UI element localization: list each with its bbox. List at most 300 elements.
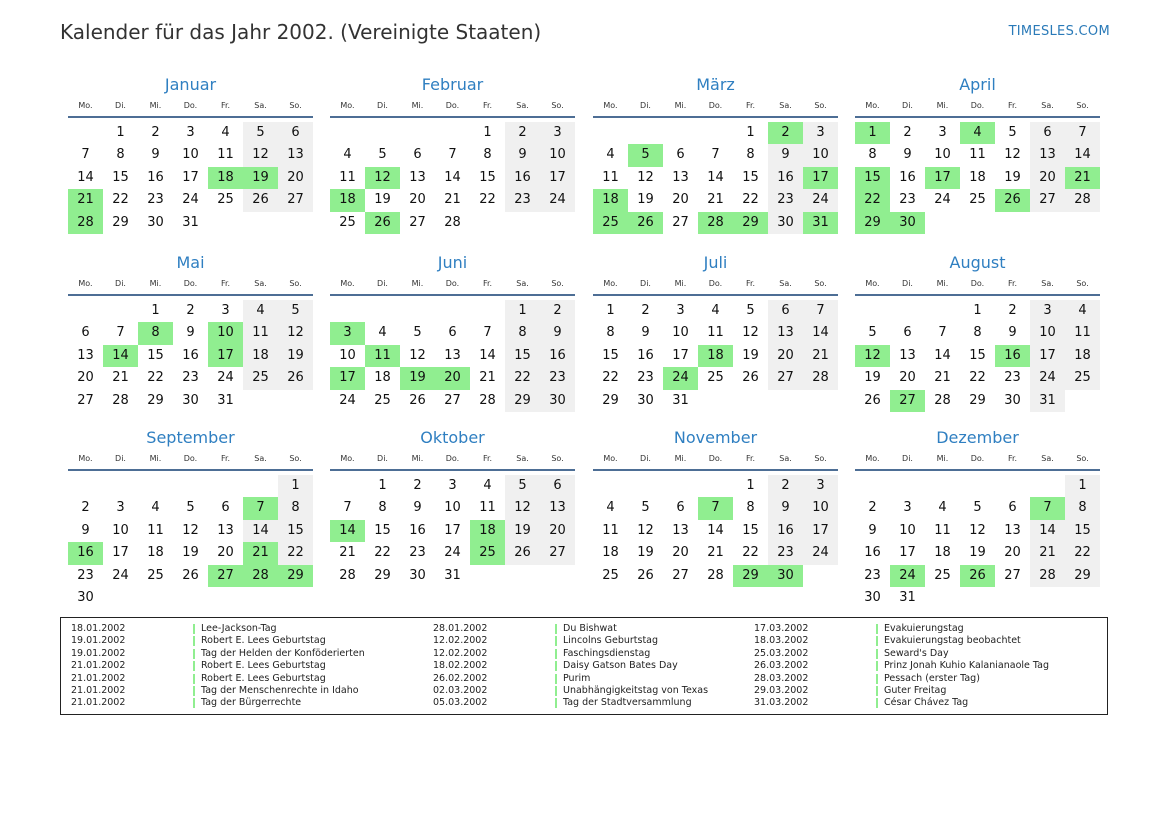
day-cell: 8 — [278, 497, 313, 519]
day-cell: 27 — [1030, 189, 1065, 211]
empty-cell — [138, 475, 173, 497]
empty-cell — [890, 300, 925, 322]
day-cell: 19 — [742, 347, 759, 363]
weekday-label: So. — [814, 279, 827, 288]
day-cell: 30 — [768, 212, 803, 234]
day-cell: 1 — [378, 478, 387, 493]
day-cell: 25 — [217, 192, 234, 208]
weekday-label: Mo. — [78, 454, 93, 463]
holiday-row — [71, 623, 365, 635]
holiday-date: 21.01.2002 — [71, 660, 126, 672]
month-calendar — [855, 252, 1100, 412]
day-cell: 11 — [479, 500, 496, 516]
holiday-date: 21.01.2002 — [71, 684, 126, 696]
holiday-row — [754, 660, 1049, 672]
holiday-marker — [555, 649, 557, 659]
holiday-name: Evakuierungstag beobachtet — [884, 635, 1021, 647]
day-cell: 8 — [378, 500, 387, 516]
day-cell: 15 — [1065, 520, 1100, 542]
weekday-label: Mo. — [78, 101, 93, 110]
day-cell: 4 — [378, 325, 387, 341]
day-cell: 11 — [243, 322, 278, 344]
day-cell: 15 — [278, 520, 313, 542]
holiday-name: Lincolns Geburtstag — [563, 635, 659, 647]
empty-cell — [698, 475, 733, 497]
holiday-name: Seward's Day — [884, 647, 949, 659]
weekday-label: Mi. — [936, 279, 949, 288]
day-cell: 4 — [606, 500, 615, 516]
empty-cell — [330, 300, 365, 322]
holiday-day: 22 — [855, 189, 890, 211]
day-cell: 2 — [768, 475, 803, 497]
day-cell: 23 — [409, 545, 426, 561]
month-calendar — [330, 427, 575, 587]
day-cell: 10 — [803, 497, 838, 519]
holiday-day: 4 — [960, 122, 995, 144]
day-cell: 13 — [444, 347, 461, 363]
day-cell: 11 — [969, 147, 986, 163]
day-cell: 20 — [768, 345, 803, 367]
weekday-header — [330, 452, 575, 471]
weekday-label: Mo. — [340, 101, 355, 110]
holiday-row — [433, 673, 708, 685]
day-cell: 24 — [182, 192, 199, 208]
weekday-header — [855, 452, 1100, 471]
day-cell: 15 — [505, 345, 540, 367]
holiday-day: 12 — [365, 167, 400, 189]
empty-cell — [698, 122, 733, 144]
day-cell: 3 — [803, 475, 838, 497]
holiday-row — [754, 623, 1049, 635]
day-cell: 27 — [444, 392, 461, 408]
day-cell: 22 — [1065, 542, 1100, 564]
holiday-marker — [555, 698, 557, 708]
holiday-day: 29 — [733, 212, 768, 234]
weekday-header — [68, 277, 313, 296]
day-cell: 14 — [479, 347, 496, 363]
day-cell: 31 — [899, 589, 916, 605]
day-cell: 30 — [540, 390, 575, 412]
day-grid — [593, 300, 838, 412]
day-cell: 30 — [77, 589, 94, 605]
weekday-label: Mi. — [674, 454, 687, 463]
weekday-header — [68, 99, 313, 118]
holiday-marker — [193, 686, 195, 696]
day-cell: 2 — [505, 122, 540, 144]
weekday-label: So. — [814, 454, 827, 463]
weekday-label: Do. — [970, 279, 985, 288]
weekday-label: Mi. — [411, 101, 424, 110]
weekday-label: Fr. — [482, 279, 493, 288]
holiday-row — [71, 685, 365, 697]
weekday-label: Mi. — [936, 454, 949, 463]
day-cell: 20 — [1004, 545, 1021, 561]
month-name: Juli — [703, 253, 728, 272]
holiday-date: 12.02.2002 — [433, 647, 488, 659]
holiday-date: 28.01.2002 — [433, 623, 488, 634]
holiday-day: 11 — [365, 345, 400, 367]
day-cell: 29 — [374, 567, 391, 583]
day-cell: 1 — [606, 303, 615, 318]
day-cell: 9 — [768, 144, 803, 166]
day-cell: 30 — [637, 392, 654, 408]
holiday-day: 28 — [698, 212, 733, 234]
day-cell: 20 — [77, 370, 94, 386]
day-cell: 12 — [1004, 147, 1021, 163]
day-cell: 26 — [182, 567, 199, 583]
empty-cell — [663, 122, 698, 144]
day-cell: 26 — [278, 367, 313, 389]
day-cell: 28 — [479, 392, 496, 408]
day-cell: 8 — [868, 147, 877, 163]
day-cell: 24 — [540, 189, 575, 211]
day-cell: 30 — [1004, 392, 1021, 408]
day-cell: 23 — [540, 367, 575, 389]
weekday-label: Mi. — [149, 279, 162, 288]
month-calendar — [330, 252, 575, 412]
holiday-date: 21.01.2002 — [71, 697, 126, 709]
holiday-name: Purim — [563, 672, 591, 684]
empty-cell — [663, 475, 698, 497]
empty-cell — [855, 300, 890, 322]
day-cell: 9 — [641, 325, 650, 341]
weekday-label: Fr. — [220, 101, 231, 110]
holiday-column — [433, 623, 708, 710]
empty-cell — [243, 475, 278, 497]
holiday-date: 18.03.2002 — [754, 635, 809, 647]
day-cell: 13 — [77, 347, 94, 363]
day-cell: 27 — [1004, 567, 1021, 583]
day-cell: 18 — [147, 545, 164, 561]
weekday-label: Sa. — [1041, 101, 1054, 110]
month-name: März — [696, 75, 735, 94]
day-cell: 3 — [676, 303, 685, 318]
holiday-day: 17 — [803, 167, 838, 189]
day-cell: 22 — [374, 545, 391, 561]
holiday-day: 29 — [278, 565, 313, 587]
weekday-label: Mo. — [865, 454, 880, 463]
holiday-row — [433, 660, 708, 672]
day-cell: 2 — [641, 303, 650, 318]
holiday-name: Robert E. Lees Geburtstag — [201, 635, 326, 647]
day-cell: 19 — [637, 545, 654, 561]
holiday-marker — [876, 661, 878, 671]
holiday-name: Unabhängigkeitstag von Texas — [563, 684, 709, 696]
day-cell: 13 — [409, 169, 426, 185]
day-cell: 27 — [77, 392, 94, 408]
weekday-header — [855, 99, 1100, 118]
day-cell: 22 — [602, 370, 619, 386]
weekday-label: Fr. — [220, 279, 231, 288]
empty-cell — [470, 300, 505, 322]
holiday-date: 05.03.2002 — [433, 697, 488, 709]
day-cell: 8 — [116, 147, 125, 163]
day-cell: 7 — [711, 147, 720, 163]
day-cell: 2 — [1008, 303, 1017, 318]
day-cell: 1 — [973, 303, 982, 318]
day-cell: 18 — [1065, 345, 1100, 367]
holiday-row — [71, 697, 365, 709]
day-cell: 23 — [77, 567, 94, 583]
month-name: August — [949, 253, 1006, 272]
weekday-label: Do. — [183, 454, 198, 463]
day-cell: 3 — [540, 122, 575, 144]
day-cell: 25 — [339, 214, 356, 230]
day-cell: 18 — [934, 545, 951, 561]
weekday-label: Di. — [902, 101, 913, 110]
day-cell: 22 — [147, 370, 164, 386]
day-cell: 17 — [1030, 345, 1065, 367]
weekday-label: So. — [551, 279, 564, 288]
holiday-date: 31.03.2002 — [754, 697, 809, 709]
day-cell: 12 — [969, 522, 986, 538]
weekday-label: Sa. — [779, 101, 792, 110]
day-cell: 17 — [112, 545, 129, 561]
day-cell: 4 — [606, 147, 615, 163]
day-cell: 22 — [505, 367, 540, 389]
day-cell: 10 — [182, 147, 199, 163]
empty-cell — [435, 122, 470, 144]
day-cell: 1 — [505, 300, 540, 322]
holiday-date: 29.03.2002 — [754, 684, 809, 696]
day-cell: 16 — [768, 520, 803, 542]
day-cell: 14 — [243, 520, 278, 542]
day-cell: 28 — [707, 567, 724, 583]
day-cell: 2 — [903, 125, 912, 140]
holiday-day: 18 — [593, 189, 628, 211]
day-cell: 11 — [602, 169, 619, 185]
holiday-day: 15 — [855, 167, 890, 189]
day-cell: 1 — [1065, 475, 1100, 497]
weekday-header — [593, 452, 838, 471]
day-cell: 21 — [934, 370, 951, 386]
day-cell: 26 — [505, 542, 540, 564]
day-cell: 27 — [672, 214, 689, 230]
month-calendar — [593, 74, 838, 234]
day-cell: 29 — [602, 392, 619, 408]
empty-cell — [925, 475, 960, 497]
day-cell: 9 — [868, 522, 877, 538]
day-cell: 14 — [707, 522, 724, 538]
day-cell: 17 — [444, 522, 461, 538]
weekday-label: Mi. — [149, 101, 162, 110]
day-cell: 10 — [444, 500, 461, 516]
day-grid — [855, 300, 1100, 412]
weekday-label: Do. — [708, 279, 723, 288]
holiday-marker — [876, 624, 878, 634]
holiday-day: 20 — [435, 367, 470, 389]
day-cell: 28 — [444, 214, 461, 230]
day-cell: 4 — [343, 147, 352, 163]
day-cell: 13 — [1030, 144, 1065, 166]
month-calendar — [855, 74, 1100, 234]
day-cell: 8 — [606, 325, 615, 341]
holiday-name: Guter Freitag — [884, 684, 947, 696]
holiday-marker — [876, 698, 878, 708]
holiday-marker — [876, 674, 878, 684]
day-cell: 10 — [899, 522, 916, 538]
day-cell: 10 — [339, 347, 356, 363]
day-cell: 16 — [864, 545, 881, 561]
holiday-list — [60, 617, 1108, 715]
day-cell: 8 — [505, 322, 540, 344]
holiday-day: 5 — [628, 144, 663, 166]
day-cell: 25 — [969, 192, 986, 208]
weekday-label: Sa. — [254, 279, 267, 288]
holiday-marker — [193, 661, 195, 671]
holiday-name: Lee-Jackson-Tag — [201, 623, 277, 634]
day-cell: 21 — [444, 192, 461, 208]
holiday-name: César Chávez Tag — [884, 697, 969, 709]
day-cell: 6 — [221, 500, 230, 516]
day-cell: 31 — [444, 567, 461, 583]
day-cell: 23 — [864, 567, 881, 583]
holiday-marker — [193, 674, 195, 684]
day-cell: 28 — [112, 392, 129, 408]
day-cell: 5 — [868, 325, 877, 341]
day-cell: 3 — [448, 478, 457, 493]
weekday-label: Mo. — [865, 101, 880, 110]
weekday-label: Mi. — [411, 454, 424, 463]
day-cell: 11 — [934, 522, 951, 538]
holiday-date: 25.03.2002 — [754, 647, 809, 659]
weekday-label: Fr. — [1007, 454, 1018, 463]
day-cell: 7 — [343, 500, 352, 516]
day-cell: 3 — [938, 125, 947, 140]
day-cell: 8 — [1065, 497, 1100, 519]
weekday-label: Mo. — [340, 454, 355, 463]
empty-cell — [330, 122, 365, 144]
weekday-label: Sa. — [516, 454, 529, 463]
weekday-label: So. — [551, 454, 564, 463]
empty-cell — [103, 475, 138, 497]
day-cell: 4 — [938, 500, 947, 516]
holiday-day: 16 — [68, 542, 103, 564]
empty-cell — [365, 300, 400, 322]
day-cell: 21 — [707, 192, 724, 208]
day-cell: 28 — [803, 367, 838, 389]
weekday-label: Mi. — [674, 101, 687, 110]
day-cell: 10 — [1030, 322, 1065, 344]
day-cell: 26 — [742, 370, 759, 386]
holiday-row — [433, 635, 708, 647]
month-name: Januar — [164, 75, 217, 94]
empty-cell — [925, 300, 960, 322]
day-cell: 12 — [243, 144, 278, 166]
weekday-label: Mi. — [149, 454, 162, 463]
day-cell: 6 — [1030, 122, 1065, 144]
empty-cell — [628, 122, 663, 144]
empty-cell — [435, 300, 470, 322]
holiday-day: 19 — [400, 367, 435, 389]
weekday-label: Di. — [640, 101, 651, 110]
day-cell: 5 — [413, 325, 422, 341]
holiday-marker — [193, 636, 195, 646]
day-cell: 2 — [413, 478, 422, 493]
brand-link[interactable]: TIMESLES.COM — [1008, 24, 1110, 39]
day-cell: 12 — [505, 497, 540, 519]
day-cell: 15 — [374, 522, 391, 538]
day-cell: 9 — [540, 322, 575, 344]
day-cell: 10 — [672, 325, 689, 341]
day-cell: 14 — [444, 169, 461, 185]
weekday-label: Di. — [377, 101, 388, 110]
weekday-label: Di. — [902, 279, 913, 288]
day-cell: 20 — [899, 370, 916, 386]
day-cell: 30 — [409, 567, 426, 583]
day-grid — [593, 122, 838, 234]
holiday-day: 30 — [768, 565, 803, 587]
day-cell: 19 — [374, 192, 391, 208]
day-cell: 14 — [803, 322, 838, 344]
day-cell: 21 — [112, 370, 129, 386]
month-calendar — [593, 427, 838, 587]
day-cell: 19 — [969, 545, 986, 561]
holiday-name: Tag der Bürgerrechte — [201, 697, 302, 709]
day-cell: 21 — [803, 345, 838, 367]
weekday-header — [855, 277, 1100, 296]
weekday-label: Fr. — [482, 454, 493, 463]
holiday-row — [754, 697, 1049, 709]
day-cell: 12 — [637, 522, 654, 538]
weekday-header — [330, 99, 575, 118]
day-cell: 8 — [973, 325, 982, 341]
day-cell: 31 — [672, 392, 689, 408]
day-cell: 29 — [969, 392, 986, 408]
weekday-label: Mo. — [603, 279, 618, 288]
weekday-label: Fr. — [745, 279, 756, 288]
holiday-day: 26 — [628, 212, 663, 234]
weekday-label: Fr. — [482, 101, 493, 110]
day-cell: 7 — [448, 147, 457, 163]
holiday-name: Daisy Gatson Bates Day — [563, 660, 678, 672]
day-cell: 7 — [116, 325, 125, 341]
day-cell: 15 — [602, 347, 619, 363]
empty-cell — [400, 300, 435, 322]
day-cell: 17 — [899, 545, 916, 561]
weekday-label: So. — [1076, 279, 1089, 288]
holiday-marker — [876, 649, 878, 659]
day-cell: 30 — [147, 214, 164, 230]
weekday-label: Mi. — [936, 101, 949, 110]
day-cell: 30 — [182, 392, 199, 408]
day-cell: 12 — [182, 522, 199, 538]
weekday-label: Di. — [640, 454, 651, 463]
holiday-day: 14 — [330, 520, 365, 542]
day-cell: 8 — [746, 147, 755, 163]
month-name: Dezember — [936, 428, 1019, 447]
empty-cell — [628, 475, 663, 497]
day-cell: 24 — [803, 542, 838, 564]
day-grid — [330, 300, 575, 412]
day-cell: 14 — [77, 169, 94, 185]
weekday-label: Fr. — [220, 454, 231, 463]
day-cell: 11 — [217, 147, 234, 163]
day-cell: 29 — [112, 214, 129, 230]
day-grid — [330, 122, 575, 234]
day-cell: 17 — [182, 169, 199, 185]
day-cell: 20 — [278, 167, 313, 189]
day-cell: 21 — [479, 370, 496, 386]
holiday-day: 28 — [68, 212, 103, 234]
holiday-day: 2 — [768, 122, 803, 144]
day-cell: 7 — [803, 300, 838, 322]
day-cell: 13 — [672, 169, 689, 185]
holiday-day: 24 — [663, 367, 698, 389]
day-cell: 27 — [540, 542, 575, 564]
holiday-day: 17 — [330, 367, 365, 389]
holiday-day: 7 — [698, 497, 733, 519]
